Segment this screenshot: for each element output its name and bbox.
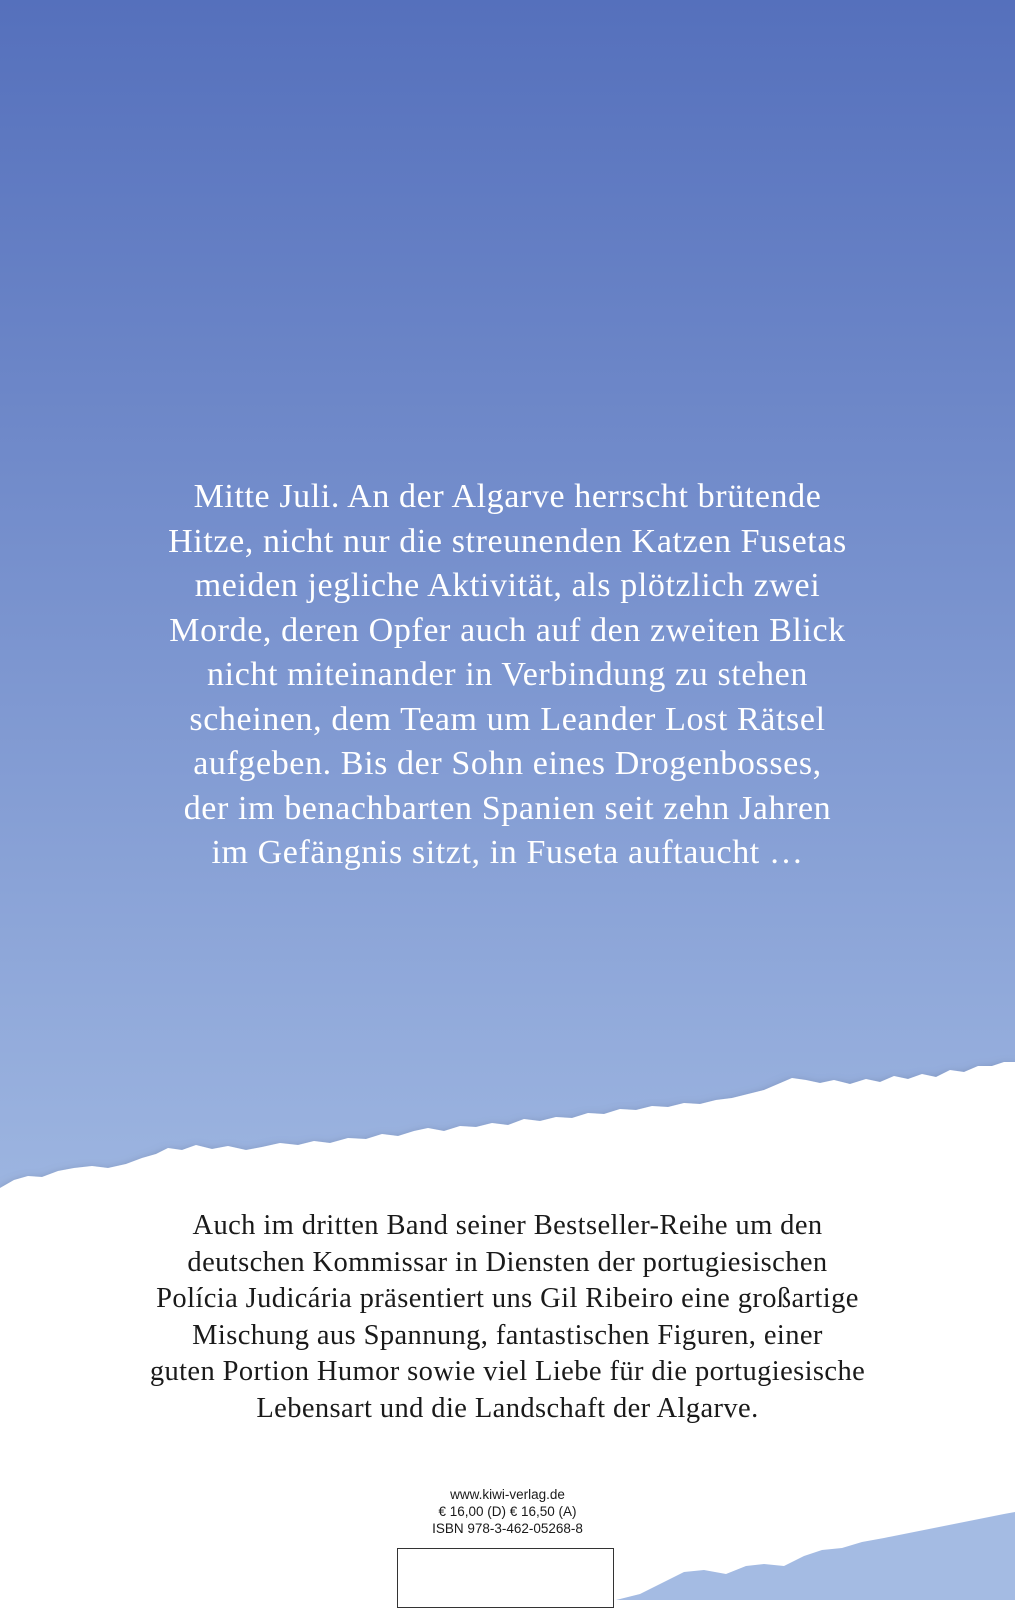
blurb-top-line: scheinen, dem Team um Leander Lost Rätsel <box>189 700 826 738</box>
blurb-bottom-line: Mischung aus Spannung, fantastischen Figuren, einer <box>192 1319 823 1351</box>
blurb-bottom-line: deutschen Kommissar in Diensten der portugiesischen <box>187 1246 828 1278</box>
blurb-top-line: meiden jegliche Aktivität, als plötzlich zwei <box>194 567 821 604</box>
blurb-bottom-line: Auch im dritten Band seiner Bestseller-Reihe um den <box>192 1210 823 1241</box>
isbn: ISBN 978-3-462-05268-8 <box>432 1521 583 1536</box>
blurb-top-line: Hitze, nicht nur die streunenden Katzen Fusetas <box>168 522 847 560</box>
blurb-top-line: im Gefängnis sitzt, in Fuseta auftaucht … <box>211 834 804 871</box>
blurb-top-line: Mitte Juli. An der Algarve herrscht brütende <box>193 478 822 515</box>
blurb-top-line: der im benachbarten Spanien seit zehn Jahren <box>183 789 832 827</box>
blurb-bottom <box>0 1208 1015 1427</box>
barcode-box <box>397 1548 614 1608</box>
blurb-top-line: Morde, deren Opfer auch auf den zweiten Blick <box>169 611 846 649</box>
publisher-info <box>0 1486 1015 1537</box>
blurb-top-line: aufgeben. Bis der Sohn eines Drogenbosses, <box>193 745 822 782</box>
blurb-top <box>0 475 1015 876</box>
blurb-bottom-line: Polícia Judicária präsentiert uns Gil Ribeiro eine großartige <box>156 1283 859 1314</box>
blurb-bottom-line: guten Portion Humor sowie viel Liebe für die portugiesische <box>149 1356 866 1387</box>
blurb-bottom-line: Lebensart und die Landschaft der Algarve. <box>256 1392 759 1424</box>
price-info: € 16,00 (D) € 16,50 (A) <box>438 1504 577 1519</box>
blurb-top-line: nicht miteinander in Verbindung zu stehen <box>207 656 808 693</box>
publisher-website: www.kiwi-verlag.de <box>450 1487 565 1502</box>
